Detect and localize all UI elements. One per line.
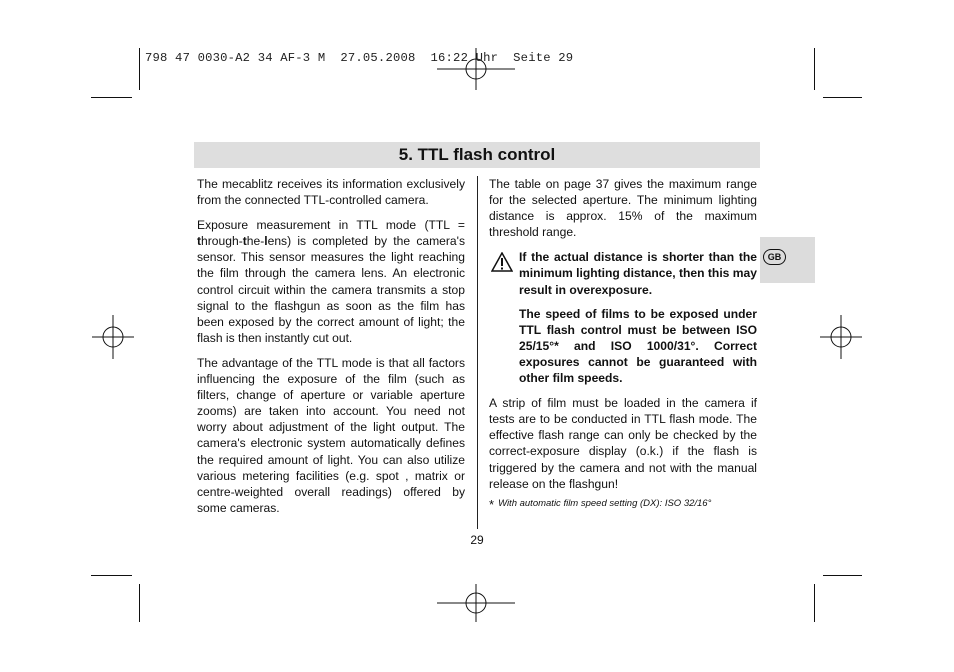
text-run: Exposure measurement in TTL mode (TTL = xyxy=(197,218,465,233)
emphasis: t xyxy=(197,234,202,249)
film-speed-note: The speed of films to be exposed under TTL flash control must be between ISO 25/15°* and ISO 1000/31°. Correct exposures cannot be guaranteed with other film speeds. xyxy=(519,306,757,386)
crop-mark xyxy=(91,97,132,98)
emphasis: l xyxy=(264,234,268,249)
left-column xyxy=(197,176,465,525)
crop-mark xyxy=(823,97,862,98)
emphasis: t xyxy=(242,234,247,249)
crop-mark xyxy=(139,48,140,90)
paragraph: The mecablitz receives its information exclusively from the connected TTL-controlled camera. xyxy=(197,177,465,208)
print-header: 798 47 0030-A2 34 AF-3 M 27.05.2008 16:22 Uhr Seite 29 xyxy=(145,51,574,65)
crop-mark xyxy=(823,575,862,576)
crop-mark xyxy=(814,584,815,622)
text-run: ens) is completed by the camera's sensor. This sensor measures the light reaching the film through the camera lens. An electronic control circuit within the camera transmits a stop signal to the flashgun as soon as the film has been exposed by the correct amount of light; the flash is then instantly cut out. xyxy=(197,234,465,345)
crop-mark xyxy=(814,48,815,90)
footnote-marker: * xyxy=(489,496,495,512)
registration-crosshair-icon xyxy=(820,315,862,359)
crop-mark xyxy=(91,575,132,576)
section-title-bar xyxy=(194,142,760,168)
language-tab xyxy=(760,237,815,283)
paragraph xyxy=(197,217,465,346)
paragraph: The table on page 37 gives the maximum range for the selected aperture. The minimum lighting distance is approx. 15% of the maximum threshold range. xyxy=(489,177,757,240)
warning-text: If the actual distance is shorter than the minimum lighting distance, then this may result in overexposure. xyxy=(519,250,757,297)
right-column xyxy=(489,176,757,513)
footnote-text: With automatic film speed setting (DX): ISO 32/16° xyxy=(498,497,712,509)
language-badge: GB xyxy=(763,249,786,265)
crop-mark xyxy=(139,584,140,622)
warning-block xyxy=(489,249,757,297)
registration-crosshair-icon xyxy=(92,315,134,359)
paragraph: A strip of film must be loaded in the camera if tests are to be conducted in TTL flash mode. The effective flash range can only be checked by the correct-exposure display (o.k.) if the flash is triggered by the camera and not with the manual release on the flashgun! xyxy=(489,396,757,491)
column-divider xyxy=(477,176,478,529)
text-run: he- xyxy=(246,234,265,249)
section-title: 5. TTL flash control xyxy=(398,145,556,164)
registration-crosshair-icon xyxy=(437,584,515,622)
footnote xyxy=(489,496,757,513)
paragraph: The advantage of the TTL mode is that all factors influencing the exposure of the film (such as filters, change of aperture or variable aperture zooms) are taken into account. You need not worry about adjustment of the light output. The camera's electronic system automatically defines the required amount of light. You can also utilize various metering facilities (e.g. spot , matrix or centre-weighted overall readings) offered by some cameras. xyxy=(197,355,465,515)
text-run: hrough- xyxy=(201,234,243,249)
warning-triangle-icon xyxy=(491,252,513,272)
page-number: 29 xyxy=(470,533,484,547)
